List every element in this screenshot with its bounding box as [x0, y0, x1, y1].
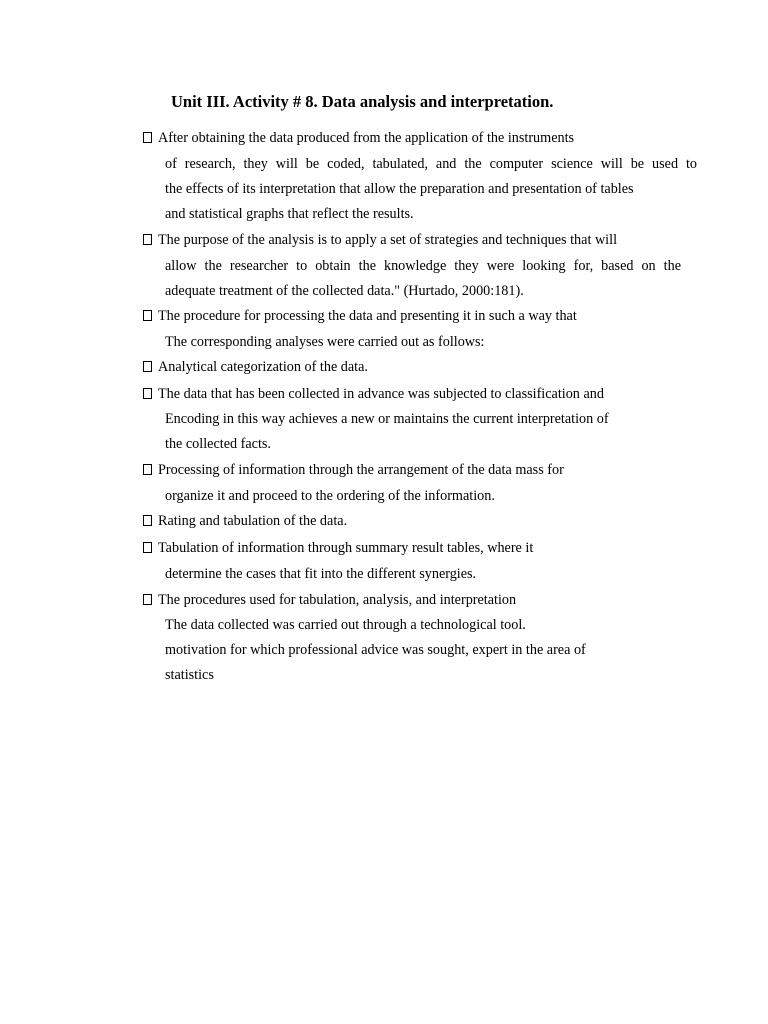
- bullet-item: [143, 591, 516, 609]
- line-text: Rating and tabulation of the data.: [158, 513, 348, 529]
- missing-glyph-box-icon: [143, 594, 152, 605]
- bullet-item: [143, 539, 581, 557]
- page-title: Unit III. Activity # 8. Data analysis and interpretation.: [171, 92, 554, 111]
- line-text: Analytical categorization of the data.: [158, 359, 368, 375]
- continuation-line: Encoding in this way achieves a new or maintains the current interpretation of: [165, 411, 609, 427]
- missing-glyph-box-icon: [143, 361, 152, 372]
- missing-glyph-box-icon: [143, 310, 152, 321]
- bullet-item: [143, 461, 564, 479]
- bullet-item: [143, 512, 347, 530]
- bullet-item: [143, 129, 623, 147]
- continuation-line: allow the researcher to obtain the knowledge they were looking for, based on the: [165, 258, 681, 274]
- bullet-item: [143, 385, 604, 403]
- continuation-line: statistics: [165, 667, 214, 683]
- missing-glyph-box-icon: [143, 234, 152, 245]
- continuation-line: the effects of its interpretation that allow the preparation and presentation of tables: [165, 181, 634, 197]
- line-text: The data that has been collected in advance was subjected to classification and: [158, 386, 604, 402]
- missing-glyph-box-icon: [143, 515, 152, 526]
- line-text: Processing of information through the arrangement of the data mass for: [158, 462, 564, 478]
- continuation-line: adequate treatment of the collected data." (Hurtado, 2000:181).: [165, 283, 524, 299]
- missing-glyph-box-icon: [143, 132, 152, 143]
- continuation-line: The corresponding analyses were carried out as follows:: [165, 334, 485, 350]
- continuation-line: and statistical graphs that reflect the results.: [165, 206, 414, 222]
- continuation-line: the collected facts.: [165, 436, 271, 452]
- missing-glyph-box-icon: [143, 464, 152, 475]
- bullet-item: [143, 231, 685, 249]
- bullet-item: [143, 358, 368, 376]
- continuation-line: motivation for which professional advice was sought, expert in the area of: [165, 642, 586, 658]
- continuation-line: organize it and proceed to the ordering of the information.: [165, 488, 495, 504]
- missing-glyph-box-icon: [143, 388, 152, 399]
- line-text: Tabulation of information through summary result tables, where it: [158, 540, 534, 556]
- line-text: The procedures used for tabulation, analysis, and interpretation: [158, 592, 517, 608]
- continuation-line: of research, they will be coded, tabulated, and the computer science will be used to: [165, 156, 697, 172]
- continuation-line: The data collected was carried out through a technological tool.: [165, 617, 526, 633]
- line-text: The purpose of the analysis is to apply a set of strategies and techniques that will: [158, 232, 618, 248]
- bullet-item: [143, 307, 577, 325]
- continuation-line: determine the cases that fit into the different synergies.: [165, 566, 477, 582]
- missing-glyph-box-icon: [143, 542, 152, 553]
- line-text: The procedure for processing the data and presenting it in such a way that: [158, 308, 577, 324]
- line-text: After obtaining the data produced from the application of the instruments: [158, 130, 575, 146]
